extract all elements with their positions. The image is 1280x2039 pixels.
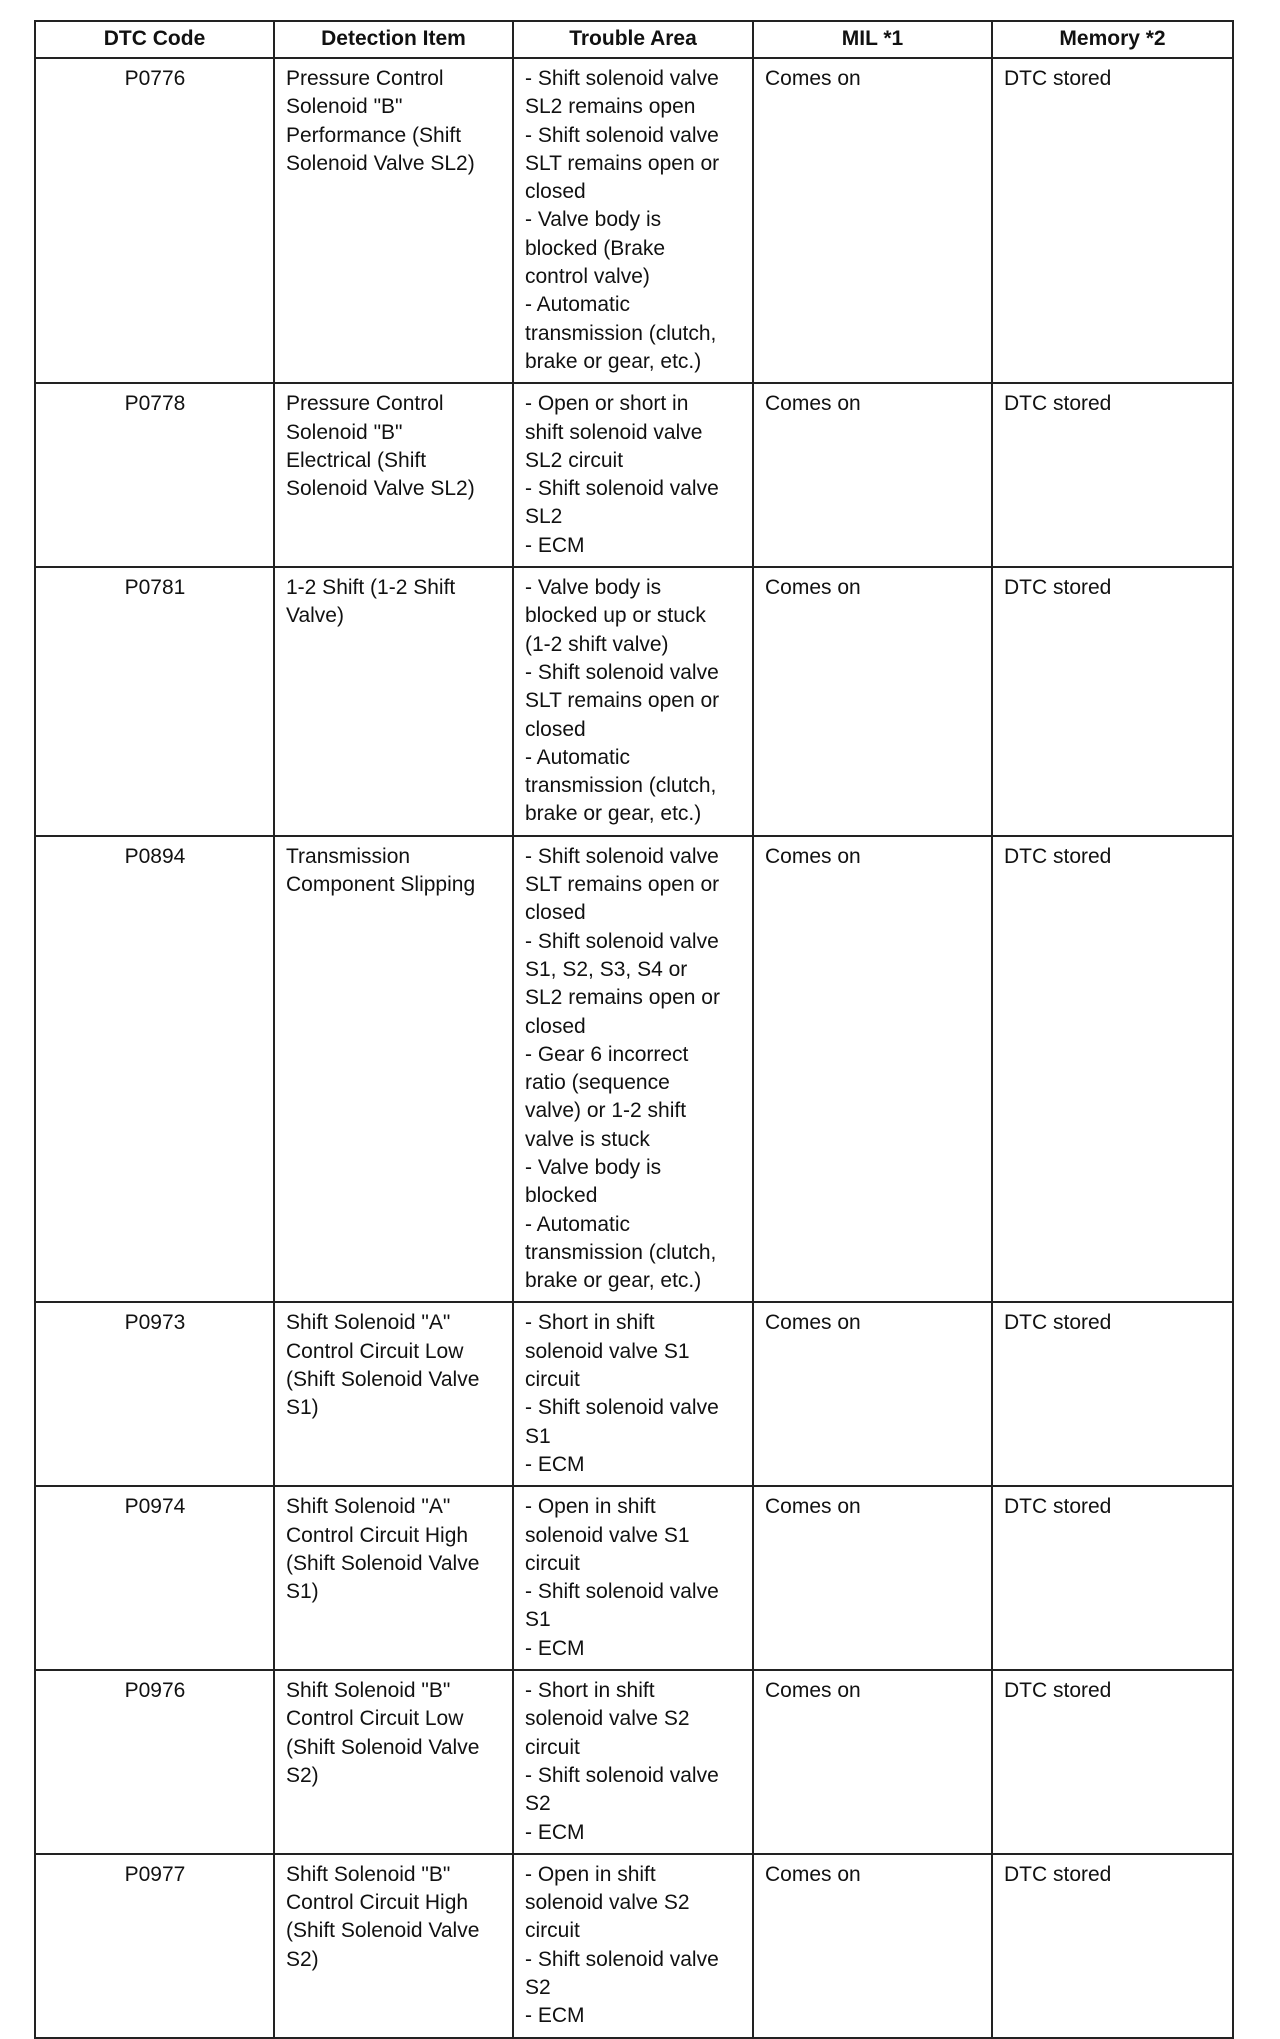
table-row xyxy=(35,1302,1233,1486)
dtc-code-cell: P0973 xyxy=(35,1302,274,1486)
trouble-area-cell xyxy=(513,1670,753,1854)
cell-line: - Shift solenoid valve xyxy=(525,929,719,953)
dtc-table xyxy=(34,20,1234,2039)
cell-line: - Open or short in xyxy=(525,392,689,416)
detection-item-cell xyxy=(274,1670,513,1854)
memory-cell: DTC stored xyxy=(992,1854,1233,2038)
cell-line: Shift Solenoid "A" xyxy=(286,1495,451,1519)
memory-cell: DTC stored xyxy=(992,1670,1233,1854)
header-trouble-area: Trouble Area xyxy=(513,21,753,58)
cell-line: valve) or 1-2 shift xyxy=(525,1099,687,1123)
cell-line: Solenoid "B" xyxy=(286,95,403,119)
cell-line: circuit xyxy=(525,1735,580,1759)
mil-cell: Comes on xyxy=(753,836,992,1303)
detection-item-cell xyxy=(274,836,513,1303)
table-row xyxy=(35,1670,1233,1854)
cell-line: Pressure Control xyxy=(286,67,444,90)
cell-line: - Short in shift xyxy=(525,1679,655,1703)
cell-line: Component Slipping xyxy=(286,873,476,897)
table-header xyxy=(35,21,1233,58)
trouble-area-cell xyxy=(513,836,753,1303)
cell-line: SL2 remains open xyxy=(525,95,696,119)
cell-line: circuit xyxy=(525,1551,580,1575)
cell-line: circuit xyxy=(525,1368,580,1392)
detection-item-cell xyxy=(274,1486,513,1670)
dtc-code-cell: P0778 xyxy=(35,383,274,567)
detection-item-cell xyxy=(274,383,513,567)
cell-line: closed xyxy=(525,717,586,741)
cell-line: (Shift Solenoid Valve xyxy=(286,1551,480,1575)
cell-line: - Shift solenoid valve xyxy=(525,844,719,868)
mil-cell: Comes on xyxy=(753,1854,992,2038)
cell-line: Performance (Shift xyxy=(286,123,462,147)
table-row xyxy=(35,383,1233,567)
cell-line: S1) xyxy=(286,1396,319,1420)
cell-line: - ECM xyxy=(525,1452,585,1476)
dtc-code-cell: P0776 xyxy=(35,58,274,383)
cell-line: - Valve body is xyxy=(525,576,662,600)
cell-line: - Shift solenoid valve xyxy=(525,67,719,90)
cell-line: S2) xyxy=(286,1947,319,1971)
memory-cell: DTC stored xyxy=(992,567,1233,836)
table-row xyxy=(35,1486,1233,1670)
cell-line: blocked (Brake xyxy=(525,236,666,260)
cell-line: - Automatic xyxy=(525,1212,631,1236)
cell-line: - ECM xyxy=(525,1636,585,1660)
cell-line: Transmission xyxy=(286,844,411,868)
cell-line: Shift Solenoid "B" xyxy=(286,1679,451,1703)
memory-cell: DTC stored xyxy=(992,1486,1233,1670)
cell-line: Solenoid "B" xyxy=(286,420,403,444)
trouble-area-cell xyxy=(513,383,753,567)
cell-line: (Shift Solenoid Valve xyxy=(286,1368,480,1392)
memory-cell: DTC stored xyxy=(992,58,1233,383)
cell-line: Shift Solenoid "B" xyxy=(286,1862,451,1886)
cell-line: - Gear 6 incorrect xyxy=(525,1042,689,1066)
cell-line: S2 xyxy=(525,1976,551,1999)
cell-line: - Open in shift xyxy=(525,1862,656,1886)
cell-line: - Valve body is xyxy=(525,1155,662,1179)
cell-line: - Shift solenoid valve xyxy=(525,1947,719,1971)
table-row xyxy=(35,1854,1233,2038)
trouble-area-cell xyxy=(513,1854,753,2038)
cell-line: Control Circuit High xyxy=(286,1523,469,1547)
cell-line: Control Circuit Low xyxy=(286,1339,464,1363)
dtc-code-cell: P0977 xyxy=(35,1854,274,2038)
cell-line: valve is stuck xyxy=(525,1127,650,1151)
mil-cell: Comes on xyxy=(753,567,992,836)
cell-line: brake or gear, etc.) xyxy=(525,349,702,373)
cell-line: Solenoid Valve SL2) xyxy=(286,477,475,501)
cell-line: - Valve body is xyxy=(525,208,662,232)
cell-line: solenoid valve S1 xyxy=(525,1339,690,1363)
detection-item-cell xyxy=(274,1854,513,2038)
dtc-code-cell: P0974 xyxy=(35,1486,274,1670)
cell-line: blocked up or stuck xyxy=(525,604,706,628)
table-body xyxy=(35,58,1233,2038)
cell-line: transmission (clutch, xyxy=(525,1240,717,1264)
cell-line: brake or gear, etc.) xyxy=(525,802,702,826)
cell-line: Control Circuit High xyxy=(286,1891,469,1915)
mil-cell: Comes on xyxy=(753,1302,992,1486)
cell-line: S2) xyxy=(286,1763,319,1787)
cell-line: closed xyxy=(525,1014,586,1038)
detection-item-cell xyxy=(274,567,513,836)
cell-line: SL2 remains open or xyxy=(525,986,720,1010)
cell-line: (1-2 shift valve) xyxy=(525,632,669,656)
cell-line: Pressure Control xyxy=(286,392,444,416)
trouble-area-cell xyxy=(513,1486,753,1670)
cell-line: transmission (clutch, xyxy=(525,774,717,798)
table-row xyxy=(35,836,1233,1303)
header-mil: MIL *1 xyxy=(753,21,992,58)
cell-line: 1-2 Shift (1-2 Shift xyxy=(286,576,456,600)
mil-cell: Comes on xyxy=(753,383,992,567)
dtc-code-cell: P0781 xyxy=(35,567,274,836)
cell-line: (Shift Solenoid Valve xyxy=(286,1735,480,1759)
cell-line: solenoid valve S2 xyxy=(525,1891,690,1915)
cell-line: S2 xyxy=(525,1792,551,1816)
cell-line: solenoid valve S2 xyxy=(525,1707,690,1731)
cell-line: S1, S2, S3, S4 or xyxy=(525,957,688,981)
header-dtc-code: DTC Code xyxy=(35,21,274,58)
cell-line: SLT remains open or xyxy=(525,689,720,713)
cell-line: - Shift solenoid valve xyxy=(525,477,719,501)
cell-line: solenoid valve S1 xyxy=(525,1523,690,1547)
cell-line: Electrical (Shift xyxy=(286,448,427,472)
cell-line: - Automatic xyxy=(525,745,631,769)
cell-line: shift solenoid valve xyxy=(525,420,703,444)
memory-cell: DTC stored xyxy=(992,836,1233,1303)
cell-line: SLT remains open or xyxy=(525,873,720,897)
detection-item-cell xyxy=(274,58,513,383)
cell-line: - Shift solenoid valve xyxy=(525,660,719,684)
detection-item-cell xyxy=(274,1302,513,1486)
cell-line: SL2 circuit xyxy=(525,448,624,472)
mil-cell: Comes on xyxy=(753,58,992,383)
mil-cell: Comes on xyxy=(753,1486,992,1670)
cell-line: blocked xyxy=(525,1184,598,1208)
cell-line: S1 xyxy=(525,1424,551,1448)
trouble-area-cell xyxy=(513,567,753,836)
header-memory: Memory *2 xyxy=(992,21,1233,58)
cell-line: - ECM xyxy=(525,1820,585,1844)
cell-line: - ECM xyxy=(525,2004,585,2028)
memory-cell: DTC stored xyxy=(992,383,1233,567)
dtc-code-cell: P0894 xyxy=(35,836,274,1303)
table-row xyxy=(35,58,1233,383)
dtc-code-cell: P0976 xyxy=(35,1670,274,1854)
cell-line: ratio (sequence xyxy=(525,1071,670,1095)
cell-line: circuit xyxy=(525,1919,580,1943)
cell-line: - Shift solenoid valve xyxy=(525,1396,719,1420)
cell-line: - Automatic xyxy=(525,293,631,317)
cell-line: closed xyxy=(525,901,586,925)
header-detection-item: Detection Item xyxy=(274,21,513,58)
table-row xyxy=(35,567,1233,836)
cell-line: Valve) xyxy=(286,604,344,628)
header-row xyxy=(35,21,1233,58)
trouble-area-cell xyxy=(513,58,753,383)
cell-line: S1) xyxy=(286,1580,319,1604)
cell-line: SLT remains open or xyxy=(525,151,720,175)
cell-line: - Shift solenoid valve xyxy=(525,1763,719,1787)
cell-line: brake or gear, etc.) xyxy=(525,1269,702,1293)
mil-cell: Comes on xyxy=(753,1670,992,1854)
cell-line: Control Circuit Low xyxy=(286,1707,464,1731)
cell-line: closed xyxy=(525,180,586,204)
cell-line: Solenoid Valve SL2) xyxy=(286,151,475,175)
cell-line: - Shift solenoid valve xyxy=(525,1580,719,1604)
cell-line: Shift Solenoid "A" xyxy=(286,1311,451,1335)
trouble-area-cell xyxy=(513,1302,753,1486)
cell-line: - Open in shift xyxy=(525,1495,656,1519)
cell-line: (Shift Solenoid Valve xyxy=(286,1919,480,1943)
cell-line: S1 xyxy=(525,1608,551,1632)
cell-line: - Short in shift xyxy=(525,1311,655,1335)
cell-line: SL2 xyxy=(525,505,563,529)
memory-cell: DTC stored xyxy=(992,1302,1233,1486)
cell-line: - Shift solenoid valve xyxy=(525,123,719,147)
cell-line: control valve) xyxy=(525,265,650,289)
cell-line: - ECM xyxy=(525,533,585,557)
cell-line: transmission (clutch, xyxy=(525,321,717,345)
